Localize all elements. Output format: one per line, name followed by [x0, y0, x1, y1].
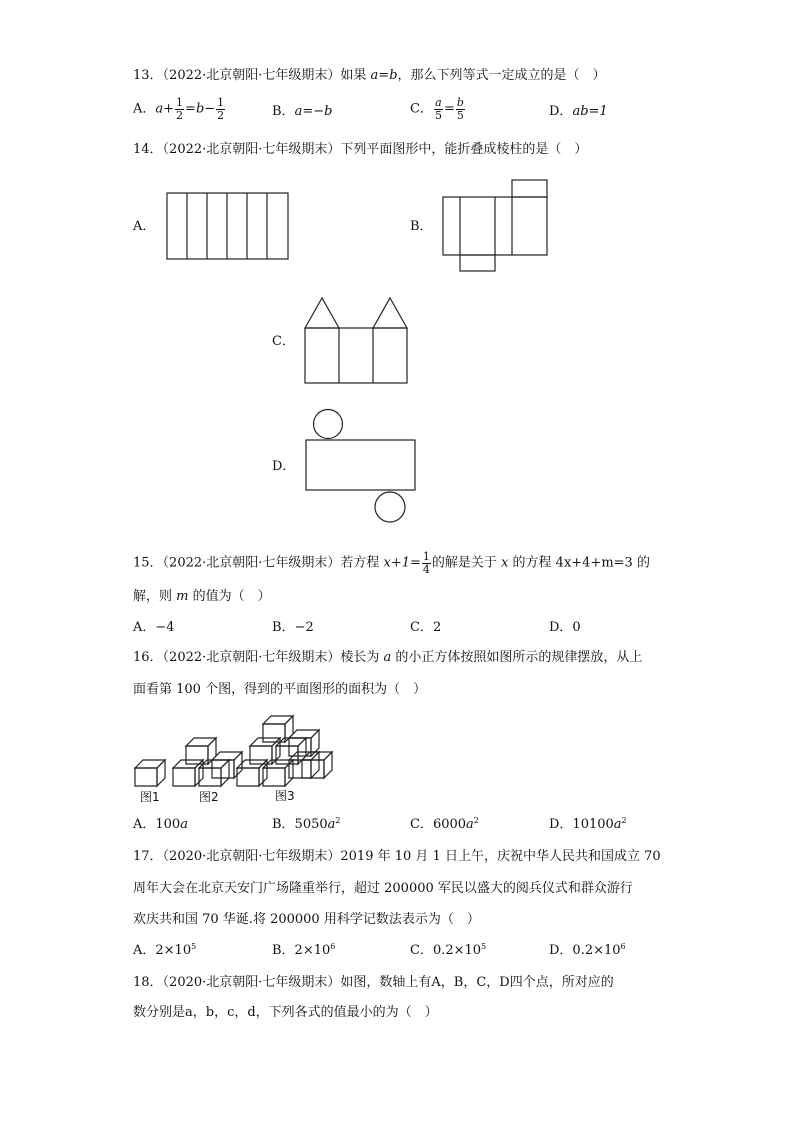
fraction: $\frac{1}{2}$	[217, 96, 225, 122]
q16-stem-line2: 面看第 100 个图，得到的平面图形的面积为（ ）	[133, 682, 427, 697]
fraction: $\frac{b}{5}$	[456, 96, 464, 122]
q16-option-b: B．$5050a^2$	[272, 816, 341, 832]
q15-option-c: C．2	[410, 620, 442, 635]
q13-stem: 13．（2022·北京朝阳·七年级期末）如果 a=b，那么下列等式一定成立的是（ ）	[133, 68, 606, 83]
figure-2-label: 图2	[199, 790, 219, 804]
q15-stem-line1: 15．（2022·北京朝阳·七年级期末）若方程 x+1= $\frac{1}{4}$ 的解是关于 x 的方程 4x+4+m=3 的	[133, 550, 650, 576]
q14-figure-b	[443, 180, 549, 273]
q15-option-a: A．−4	[133, 620, 175, 635]
q16-stem-line1: 16．（2022·北京朝阳·七年级期末）棱长为 a 的小正方体按照如图所示的规律摆放，从上	[133, 650, 643, 665]
q16-option-d: D．$10100a^2$	[549, 816, 627, 832]
q17-option-c: C．$0.2\times 10^5$	[410, 942, 487, 958]
q14-figure-d	[305, 409, 417, 524]
q13-option-c: C． $\frac{a}{5}$ = $\frac{b}{5}$	[410, 96, 464, 122]
q16-option-a: A．100a	[133, 817, 188, 832]
q17-stem-line2: 周年大会在北京天安门广场隆重举行，超过 200000 军民以盛大的阅兵仪式和群众游行	[133, 881, 633, 896]
q13-option-b: B．a=−b	[272, 104, 333, 119]
q16-cube-figures	[133, 714, 333, 786]
q17-option-d: D．$0.2\times 10^6$	[549, 942, 626, 958]
q17-stem-line3: 欢庆共和国 70 华诞.将 200000 用科学记数法表示为（ ）	[133, 912, 480, 927]
figure-1-label: 图1	[140, 790, 160, 804]
q14-stem: 14．（2022·北京朝阳·七年级期末）下列平面图形中，能折叠成棱柱的是（ ）	[133, 142, 588, 157]
figure-3-label: 图3	[275, 789, 295, 803]
q14-option-b-label: B．	[410, 219, 433, 234]
q15-option-d: D．0	[549, 620, 581, 635]
figure-3-cubes	[237, 716, 332, 786]
q18-stem-line1: 18．（2020·北京朝阳·七年级期末）如图，数轴上有A，B，C，D四个点，所对应的	[133, 975, 614, 990]
q17-option-b: B．$2\times 10^6$	[272, 942, 336, 958]
q14-figure-a	[167, 193, 289, 260]
q18-stem-line2: 数分别是a，b，c，d，下列各式的值最小的为（ ）	[133, 1005, 438, 1020]
q14-option-d-label: D．	[272, 459, 296, 474]
figure-1-cubes	[135, 760, 165, 786]
q17-stem-line1: 17．（2020·北京朝阳·七年级期末）2019 年 10 月 1 日上午，庆祝中华人民共和国成立 70	[133, 849, 661, 864]
q14-figure-c	[305, 298, 409, 384]
fraction: $\frac{1}{4}$	[422, 550, 430, 576]
q13-option-a: A．a+ $\frac{1}{2}$ =b− $\frac{1}{2}$	[133, 96, 225, 122]
q15-stem-line2: 解，则 m 的值为（ ）	[133, 589, 271, 604]
fraction: $\frac{a}{5}$	[434, 96, 442, 122]
figure-2-cubes	[173, 738, 242, 786]
q16-option-c: C．$6000a^2$	[410, 816, 479, 832]
q17-option-a: A．$2\times 10^5$	[133, 942, 197, 958]
q14-option-a-label: A．	[133, 219, 156, 234]
fraction: $\frac{1}{2}$	[176, 96, 184, 122]
q15-option-b: B．−2	[272, 620, 314, 635]
q13-option-d: D．ab=1	[549, 104, 608, 119]
q14-option-c-label: C．	[272, 334, 295, 349]
